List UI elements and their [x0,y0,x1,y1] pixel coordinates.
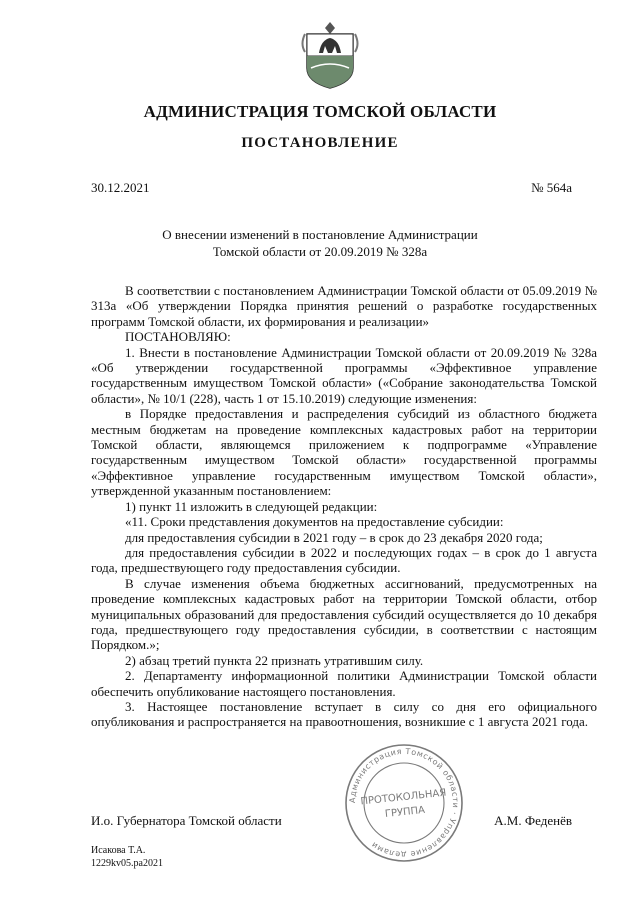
stamp-outer-text: Администрация Томской области · Управление делами [347,746,461,860]
signatory-position: И.о. Губернатора Томской области [91,813,282,828]
paragraph: в Порядке предоставления и распределения субсидий из областного бюджета местным бюджетам на проведение комплексных кадастровых работ на территории Томской области, являющемся приложением к подпрограмме «Управление государственным имуществом Томской области» государственной программы «Эффективное управление государственным имуществом Томской области», утвержденной указанным постановлением: [91,406,597,499]
paragraph: 1) пункт 11 изложить в следующей редакции: [125,498,378,514]
document-type: ПОСТАНОВЛЕНИЕ [241,135,399,151]
coat-of-arms-icon [299,20,361,90]
paragraph: 2) абзац третий пункта 22 признать утратившим силу. [125,652,424,668]
stamp-inner-line-2: ГРУППА [384,804,426,821]
paragraph-decree: ПОСТАНОВЛЯЮ: [125,329,231,345]
footer [91,844,163,870]
document-body [91,283,597,730]
paragraph: 1. Внести в постановление Администрации Томской области от 20.09.2019 № 328а «Об утверждении государственной программы «Эффективное управление государственным имуществом Томской области» («Собрание законодательства Томской области», № 10/1 (228), часть 1 от 15.10.2019) следующие изменения: [91,344,597,406]
document-number: № 564а [531,180,572,195]
subject-line-1: О внесении изменений в постановление Администрации [162,227,478,242]
executor-name: Исакова Т.А. [91,845,146,856]
paragraph: для предоставления субсидии в 2021 году – в срок до 23 декабря 2020 года; [125,529,543,545]
subject-line-2: Томской области от 20.09.2019 № 328а [212,244,428,259]
paragraph: 2. Департаменту информационной политики Администрации Томской области обеспечить опубликование настоящего постановления. [91,668,597,699]
stamp-seal [343,742,465,864]
paragraph: 3. Настоящее постановление вступает в силу со дня его официального опубликования и распространяется на правоотношения, возникшие с 1 августа 2021 года. [91,698,597,730]
stamp-inner-line-1: ПРОТОКОЛЬНАЯ [360,787,447,808]
paragraph: для предоставления субсидии в 2022 и последующих годах – в срок до 1 августа года, предшествующего году предоставления субсидии. [91,544,597,576]
file-code: 1229kv05.ра2021 [91,858,163,869]
paragraph: В случае изменения объема бюджетных ассигнований, предусмотренных на проведение комплексных кадастровых работ на территории Томской области, отбор муниципальных образований для предоставления субсидий осуществляется до 10 декабря года, предшествующего году предоставления субсидии, в соответствии с настоящим Порядком.»; [91,575,597,653]
organization-title: АДМИНИСТРАЦИЯ ТОМСКОЙ ОБЛАСТИ [143,102,497,121]
signatory-name: А.М. Феденёв [494,813,572,828]
document-subject [0,226,640,260]
document-date: 30.12.2021 [91,180,150,195]
paragraph: В соответствии с постановлением Администрации Томской области от 05.09.2019 № 313а «Об утверждении Порядка принятия решений о разработке государственных программ Томской области, их формирования и реализации» [91,283,597,329]
paragraph: «11. Сроки представления документов на предоставление субсидии: [125,514,504,530]
